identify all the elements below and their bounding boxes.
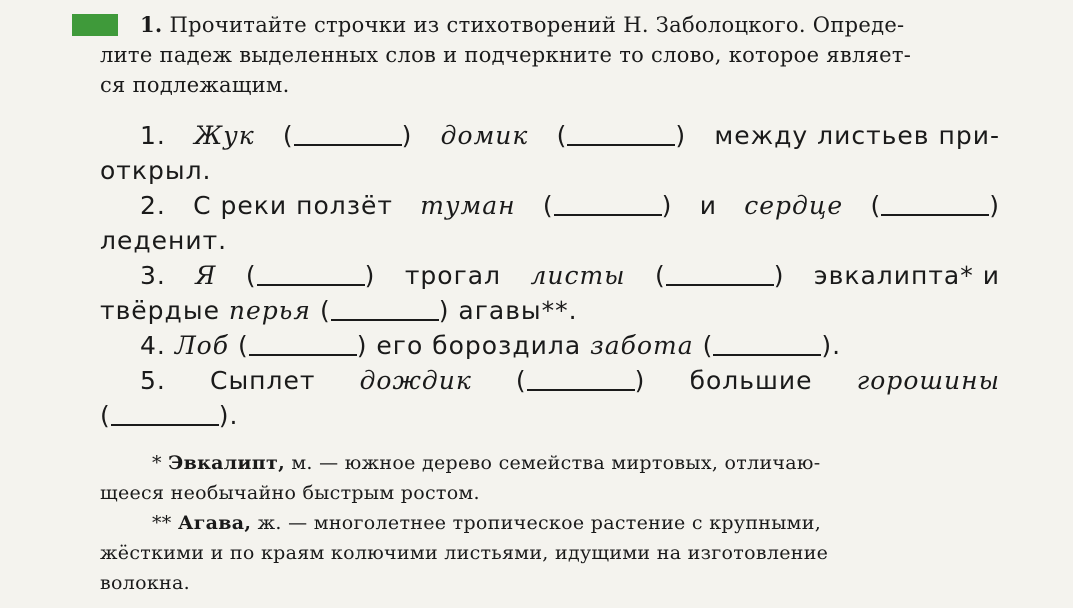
answer-blank[interactable]: ( ) [515,366,646,395]
highlighted-word: забота [590,331,694,360]
answer-blank[interactable]: ( ) [245,261,376,290]
item-number: 3. [140,261,166,290]
line-text: между листьев при- [714,121,1000,150]
footnote-mark: * [152,452,162,474]
answer-blank[interactable]: ( ) [556,121,687,150]
line-text: трогал [404,261,502,290]
answer-blank[interactable]: ( ) [282,121,413,150]
highlighted-word: домик [440,121,529,150]
item-number: 5. [140,366,166,395]
task-text-1: Прочитайте строчки из стихотворений Н. Заболоцкого. Опреде- [169,13,905,37]
poem-line-1-cont: открыл. [100,156,212,185]
footnote-term: Агава, [177,512,252,534]
line-text: его бороздила [376,331,582,360]
poem-line-3 [100,258,1000,293]
highlighted-word: дождик [359,366,472,395]
answer-blank[interactable]: ( ). [702,331,842,360]
answer-blank[interactable]: ( ) [542,191,673,220]
footnote-term: Эвкалипт, [168,452,285,474]
poem-line-4 [100,328,1000,363]
task-line-1 [100,10,1000,40]
footnote-text: ж. — многолетнее тропическое растение с крупными, [257,512,822,534]
footnote-1-line-1 [100,448,1000,478]
highlighted-word: Лоб [174,331,229,360]
poem-line-2 [100,188,1000,223]
poem-line-1 [100,118,1000,153]
highlighted-word: Я [195,261,217,290]
footnote-1-line-2: щееся необычайно быстрым ростом. [100,482,480,504]
footnote-2-line-2: жёсткими и по краям колючими листьями, идущими на изготовление [100,542,829,564]
answer-blank[interactable]: ( ) [870,191,1000,220]
answer-blank[interactable]: ( ) [654,261,785,290]
highlighted-word: перья [228,296,311,325]
poem-lines [100,118,1000,433]
item-number: 1. [140,121,166,150]
line-text: С реки ползёт [193,191,393,220]
highlighted-word: сердце [744,191,844,220]
footnote-text: м. — южное дерево семейства миртовых, отличаю- [291,452,821,474]
answer-blank[interactable]: ( ) [237,331,368,360]
poem-line-5-cont [100,398,1000,433]
highlighted-word: Жук [194,121,255,150]
line-text: твёрдые [100,296,220,325]
line-text: агавы**. [458,296,578,325]
highlighted-word: листы [530,261,626,290]
task-number: 1. [140,12,163,37]
line-text: Сыплет [209,366,316,395]
highlighted-word: горошины [856,366,1000,395]
highlighted-word: туман [420,191,516,220]
answer-blank[interactable]: ( ). [100,401,239,430]
poem-line-3-cont [100,293,1000,328]
footnote-2-line-1 [100,508,1000,538]
answer-blank[interactable]: ( ) [319,296,450,325]
item-number: 2. [140,191,166,220]
footnote-2-line-3: волокна. [100,572,190,594]
poem-line-2-cont: леденит. [100,226,228,255]
task-line-2: лите падеж выделенных слов и подчеркните то слово, которое являет- [100,43,912,67]
task-line-3: ся подлежащим. [100,73,290,97]
line-text: и [699,191,717,220]
footnote-mark: ** [152,512,172,534]
line-text: эвкалипта* и [813,261,1000,290]
item-number: 4. [140,331,166,360]
line-text: большие [689,366,813,395]
poem-line-5 [100,363,1000,398]
task-instructions [100,10,1000,100]
footnotes [100,448,1000,598]
